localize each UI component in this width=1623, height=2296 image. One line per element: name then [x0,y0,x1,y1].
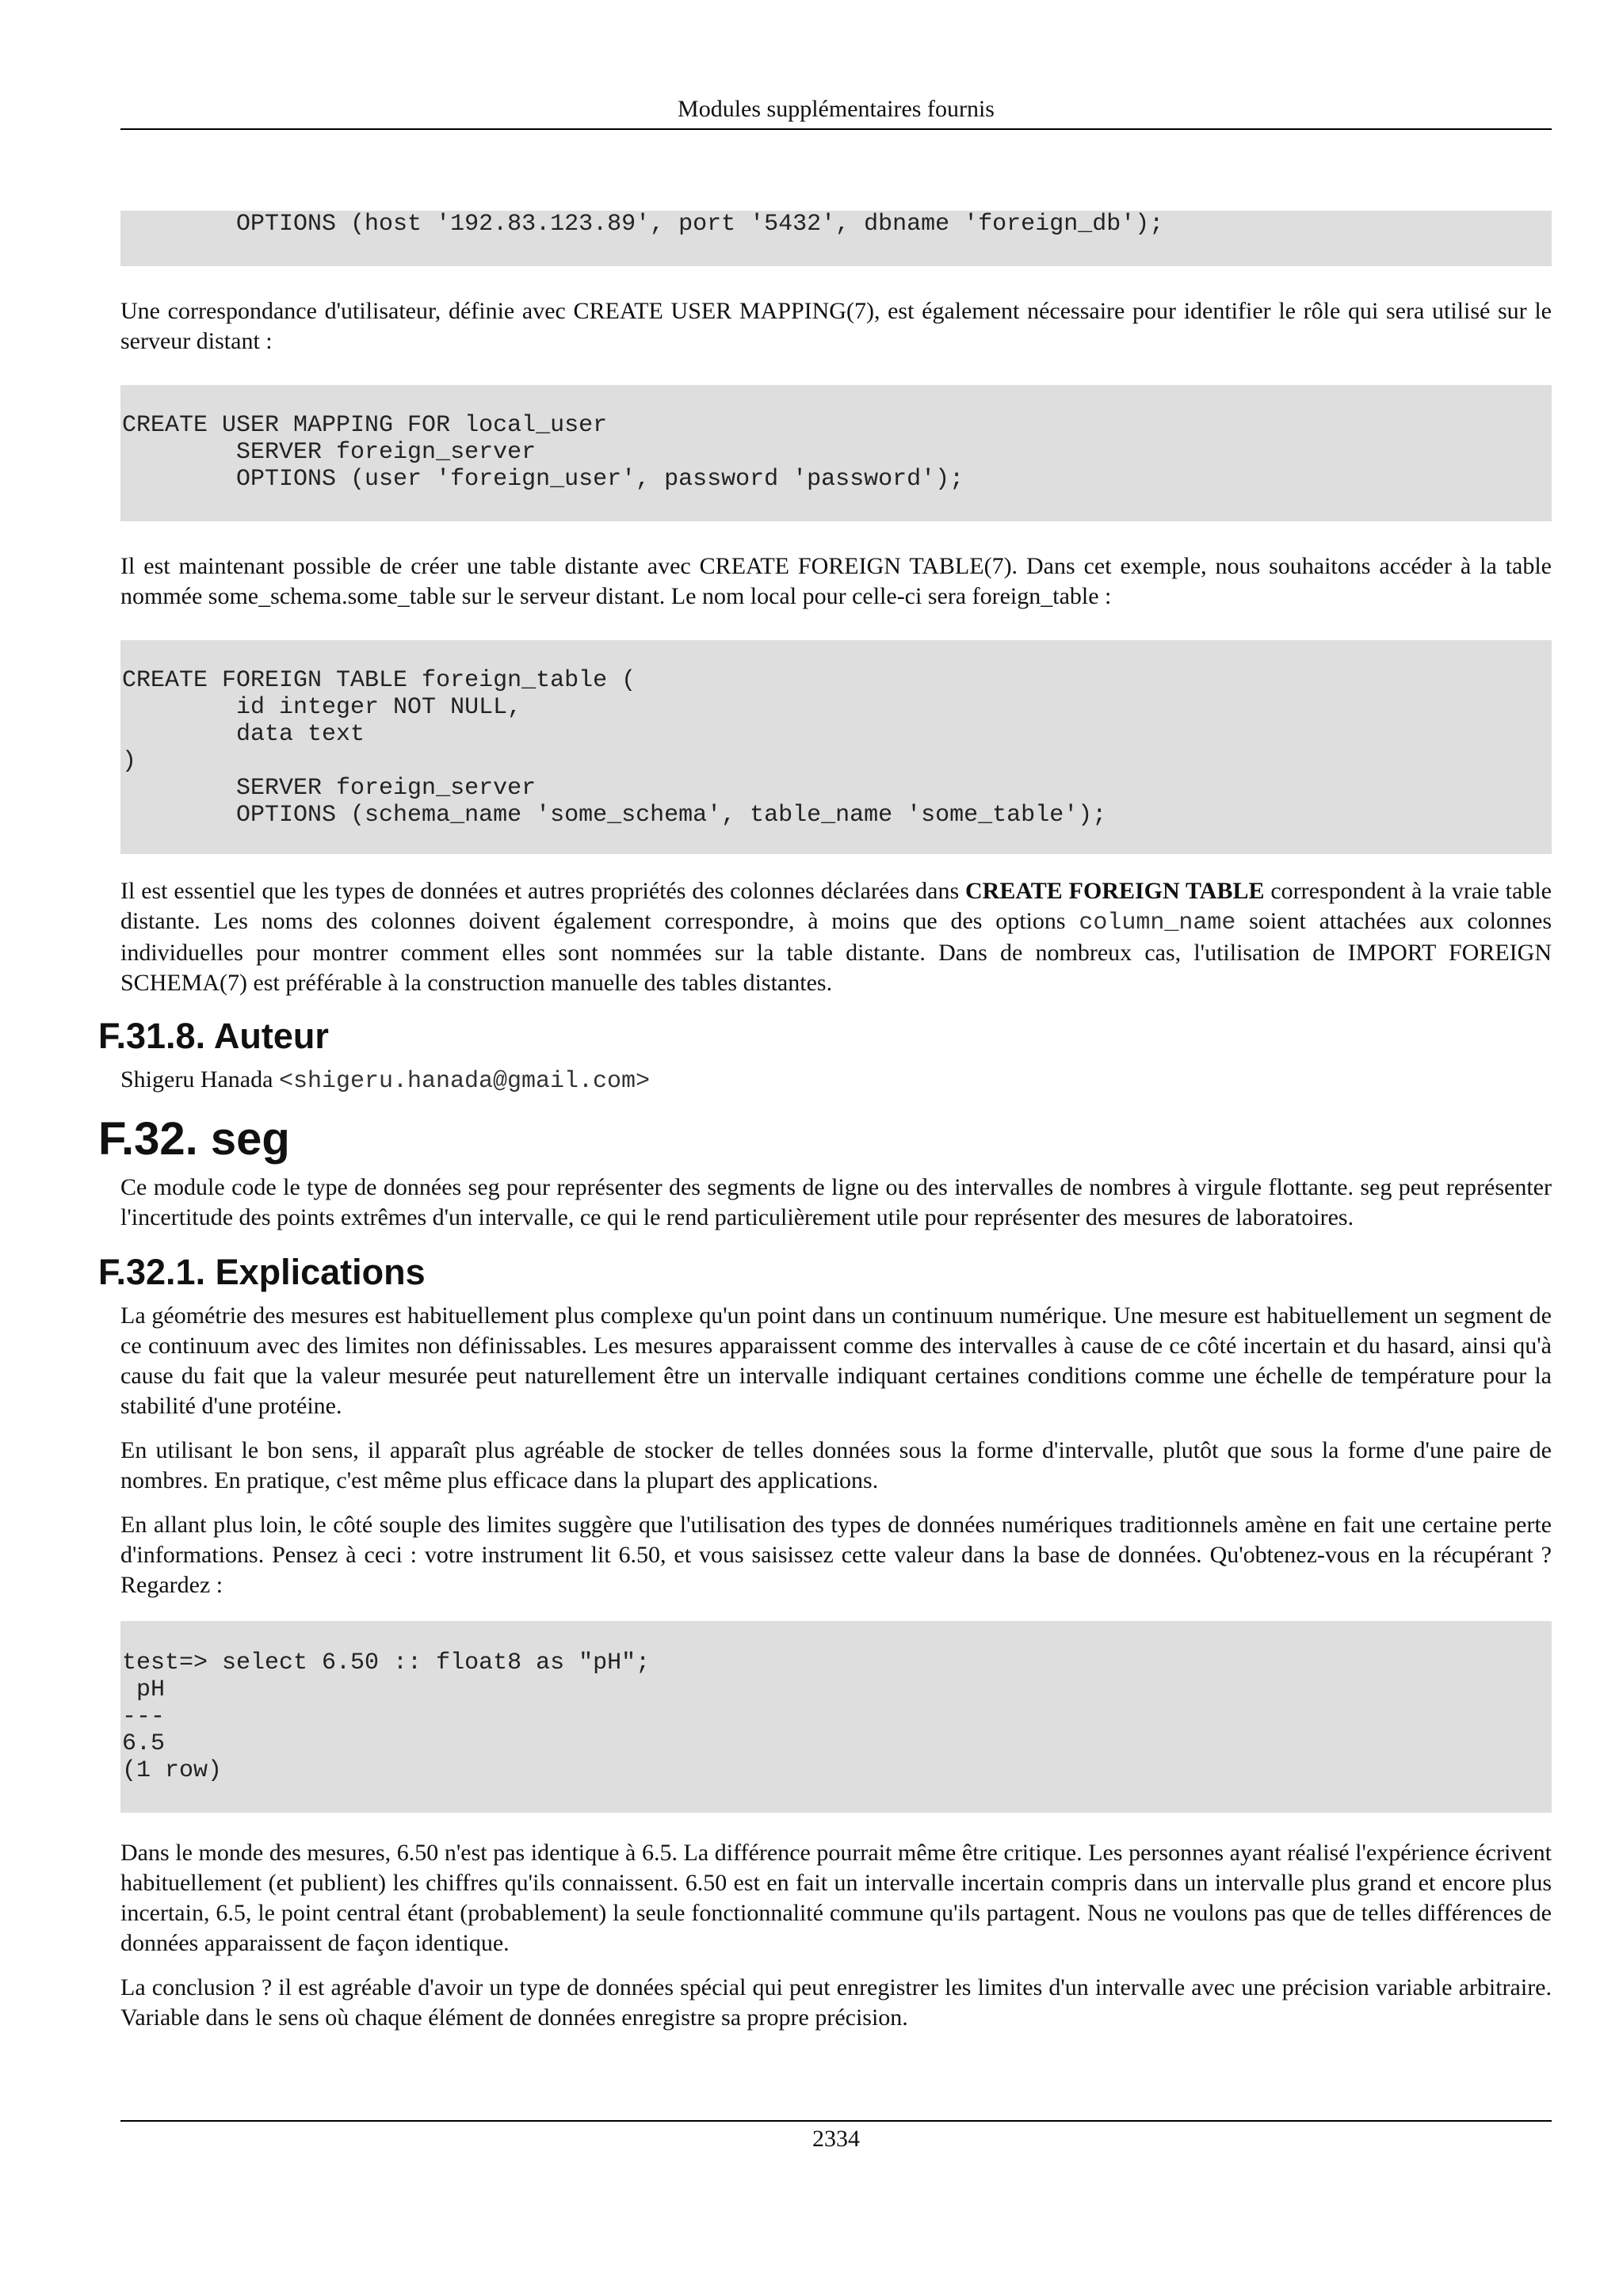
code-block-user-mapping: CREATE USER MAPPING FOR local_user SERVER foreign_server OPTIONS (user 'foreign_user', password 'password'); [120,385,1552,521]
page-content [98,211,1552,2033]
paragraph-conclusion: La conclusion ? il est agréable d'avoir un type de données spécial qui peut enregistrer les limites d'un intervalle avec une précision variable arbitraire. Variable dans le sens où chaque élément de données enregistre sa propre précision. [120,1974,1552,2031]
code-block-server-options: OPTIONS (host '192.83.123.89', port '5432', dbname 'foreign_db'); [120,211,1552,266]
paragraph-column-types-part2: correspondent à la vraie table distante. Les noms des colonnes doivent également correspondre, à moins que des options [120,878,1552,934]
page-header [120,93,1552,130]
paragraph-monde-mesures: Dans le monde des mesures, 6.50 n'est pas identique à 6.5. La différence pourrait même être critique. Les personnes ayant réalisé l'expérience écrivent habituellement (et publient) les chiffres qu'ils connaissent. 6.50 est en fait un intervalle incertain compris dans un intervalle plus grand et encore plus incertain, 6.5, le point central étant (probablement) la seule fonctionnalité commune qu'ils partagent. Nous ne voulons pas que de telles différences de données apparaissent de façon identique. [120,1840,1552,1956]
paragraph-foreign-table: Il est maintenant possible de créer une table distante avec CREATE FOREIGN TABLE(7). Dans cet exemple, nous souhaitons accéder à la table nommée some_schema.some_table sur le serveur distant. Le nom local pour celle-ci sera foreign_table : [120,553,1552,609]
code-block-foreign-table: CREATE FOREIGN TABLE foreign_table ( id integer NOT NULL, data text ) SERVER foreign_server OPTIONS (schema_name 'some_schema', table_name 'some_table'); [120,640,1552,854]
paragraph-bon-sens: En utilisant le bon sens, il apparaît plus agréable de stocker de telles données sous la forme d'intervalle, plutôt que sous la forme d'une paire de nombres. En pratique, c'est même plus efficace dans la plupart des applications. [120,1437,1552,1493]
column-name-option: column_name [1079,910,1236,936]
create-foreign-table-term: CREATE FOREIGN TABLE [965,878,1265,904]
author-line [120,1065,1552,1097]
heading-auteur: F.31.8. Auteur [98,1016,329,1056]
page-number: 2334 [812,2126,860,2152]
header-title: Modules supplémentaires fournis [678,96,995,122]
code-block-ph: test=> select 6.50 :: float8 as "pH"; pH --- 6.5 (1 row) [120,1621,1552,1813]
author-email: <shigeru.hanada@gmail.com> [278,1068,651,1095]
heading-explications: F.32.1. Explications [98,1252,426,1292]
paragraph-seg-intro: Ce module code le type de données seg pour représenter des segments de ligne ou des intervalles de nombres à virgule flottante. seg peut représenter l'incertitude des points extrêmes d'un intervalle, ce qui le rend particulièrement utile pour représenter des mesures de laboratoires. [120,1174,1552,1230]
paragraph-column-types [120,876,1552,998]
heading-seg: F.32. seg [98,1113,290,1165]
paragraph-column-types-part3: soient attachées aux colonnes individuelles pour montrer comment elles sont nommées sur la table distante. Dans de nombreux cas, l'utilisation de IMPORT FOREIGN SCHEMA(7) est préférable à la construction manuelle des tables distantes. [120,908,1552,996]
author-name: Shigeru Hanada [120,1066,279,1093]
paragraph-geometrie: La géométrie des mesures est habituellement plus complexe qu'un point dans un continuum numérique. Une mesure est habituellement un segment de ce continuum avec des limites non définissables. Les mesures apparaissent comme des intervalles à cause de ce côté incertain et du hasard, ainsi qu'à cause du fait que la valeur mesurée peut naturellement être un intervalle indiquant certaines conditions comme une échelle de température pour la stabilité d'une protéine. [120,1302,1552,1419]
page-footer [120,2120,1552,2155]
paragraph-user-mapping: Une correspondance d'utilisateur, définie avec CREATE USER MAPPING(7), est également nécessaire pour identifier le rôle qui sera utilisé sur le serveur distant : [120,298,1552,354]
paragraph-column-types-part1: Il est essentiel que les types de données et autres propriétés des colonnes déclarées dans [120,878,965,904]
paragraph-plus-loin: En allant plus loin, le côté souple des limites suggère que l'utilisation des types de données numériques traditionnels amène en fait une certaine perte d'informations. Pensez à ceci : votre instrument lit 6.50, et vous saisissez cette valeur dans la base de données. Qu'obtenez-vous en la récupérant ? Regardez : [120,1512,1552,1598]
